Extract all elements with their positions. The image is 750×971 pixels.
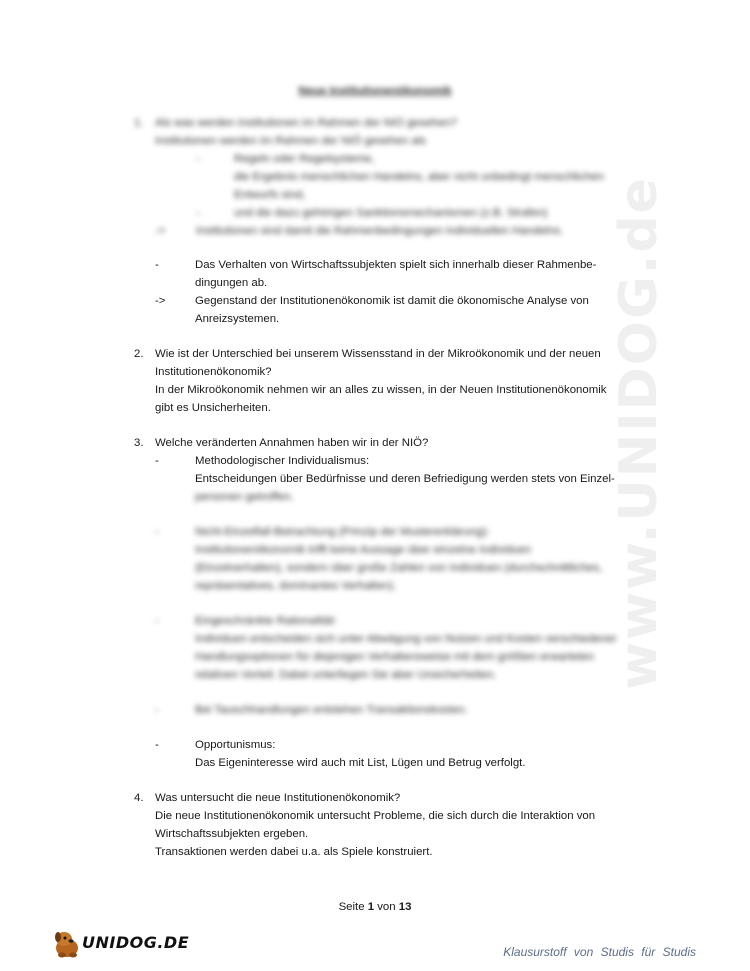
section-number: 1. [134, 117, 144, 129]
question: Welche veränderten Annahmen haben wir in der NIÖ? [155, 437, 429, 449]
bullet-text: die Ergebnis menschlichen Handelns, aber nicht unbedingt menschlichen [234, 171, 604, 183]
bullet-text: Das Verhalten von Wirtschaftssubjekten spielt sich innerhalb dieser Rahmenbe- [195, 259, 597, 271]
bullet-heading: Methodologischer Individualismus: [195, 455, 370, 467]
bullet-text: Gegenstand der Institutionenökonomik ist damit die ökonomische Analyse von [195, 295, 589, 307]
dog-icon [52, 928, 86, 960]
page-total: 13 [398, 901, 412, 913]
page-prefix: Seite [338, 901, 365, 913]
watermark: www.UNIDOG.de [609, 176, 669, 690]
bullet-text: repräsentatives, dominantes Verhalten). [195, 580, 397, 592]
bullet-mark: - [155, 526, 159, 538]
bullet-text: personen getroffen. [195, 491, 294, 503]
answer-line: gibt es Unsicherheiten. [155, 402, 271, 414]
bullet-text: und die dazu gehörigen Sanktionsmechanismen (z.B. Strafen) [234, 207, 548, 219]
bullet-text: Institutionen sind damit die Rahmenbedingungen individuellen Handelns. [196, 225, 564, 237]
unidog-logo [52, 928, 190, 960]
logo-text: UNIDOG.DE [82, 933, 190, 952]
bullet-mark: - [155, 455, 159, 467]
question: Als was werden Institutionen im Rahmen der NIÖ gesehen? [155, 117, 458, 129]
bullet-text: Entwurfs sind, [234, 189, 306, 201]
bullet-heading: Eingeschränkte Rationalität: [195, 615, 337, 627]
bullet-heading: Opportunismus: [195, 739, 276, 751]
footer-tagline: Klausurstoff von Studis für Studis [503, 945, 696, 959]
bullet-text: Regeln oder Regelsysteme, [234, 153, 375, 165]
bullet-heading: Nicht-Einzelfall-Betrachtung (Prinzip der Mustererklärung): [195, 526, 490, 538]
bullet-mark: - [155, 259, 159, 271]
bullet-mark: - [196, 207, 200, 219]
page-mid: von [377, 901, 396, 913]
bullet-mark: - [155, 615, 159, 627]
answer-line: Wirtschaftssubjekten ergeben. [155, 828, 309, 840]
document-title: Neue Institutionenökonomik [298, 85, 452, 97]
arrow-mark: -> [155, 225, 166, 237]
answer-line: Transaktionen werden dabei u.a. als Spiele konstruiert. [155, 846, 433, 858]
bullet-text: dingungen ab. [195, 277, 268, 289]
section-number: 2. [134, 348, 144, 360]
answer-line: In der Mikroökonomik nehmen wir an alles zu wissen, in der Neuen Institutionenökonomik [155, 384, 607, 396]
question: Wie ist der Unterschied bei unserem Wissensstand in der Mikroökonomik und der neuen [155, 348, 601, 360]
bullet-mark: - [196, 153, 200, 165]
arrow-mark: -> [155, 295, 166, 307]
bullet-text: relativen Vorteil. Dabei unterliegen Sie aber Unsicherheiten. [195, 669, 497, 681]
bullet-text: Institutionenökonomik trifft keine Aussage über einzelne Individuen [195, 544, 532, 556]
bullet-mark: - [155, 739, 159, 751]
bullet-mark: - [155, 704, 159, 716]
bullet-text: Anreizsystemen. [195, 313, 280, 325]
bullet-text: Bei Tauschhandlungen entstehen Transaktionskosten. [195, 704, 468, 716]
answer-line: Institutionen werden im Rahmen der NIÖ gesehen als [155, 135, 426, 147]
section-number: 4. [134, 792, 144, 804]
bullet-text: Handlungsoptionen für diejenigen Verhaltensweise mit dem größten erwarteten [195, 651, 594, 663]
section-number: 3. [134, 437, 144, 449]
bullet-text: Individuen entscheiden sich unter Abwägung von Nutzen und Kosten verschiedener [195, 633, 617, 645]
question: Was untersucht die neue Institutionenökonomik? [155, 792, 401, 804]
bullet-text: Das Eigeninteresse wird auch mit List, Lügen und Betrug verfolgt. [195, 757, 526, 769]
bullet-text: (Einzelverhalten), sondern über große Zahlen von Individuen (durchschnittliches, [195, 562, 603, 574]
bullet-text: Entscheidungen über Bedürfnisse und deren Befriedigung werden stets von Einzel- [195, 473, 615, 485]
question: Institutionenökonomik? [155, 366, 272, 378]
page-number [0, 898, 750, 916]
page-current: 1 [367, 901, 375, 913]
answer-line: Die neue Institutionenökonomik untersucht Probleme, die sich durch die Interaktion von [155, 810, 596, 822]
